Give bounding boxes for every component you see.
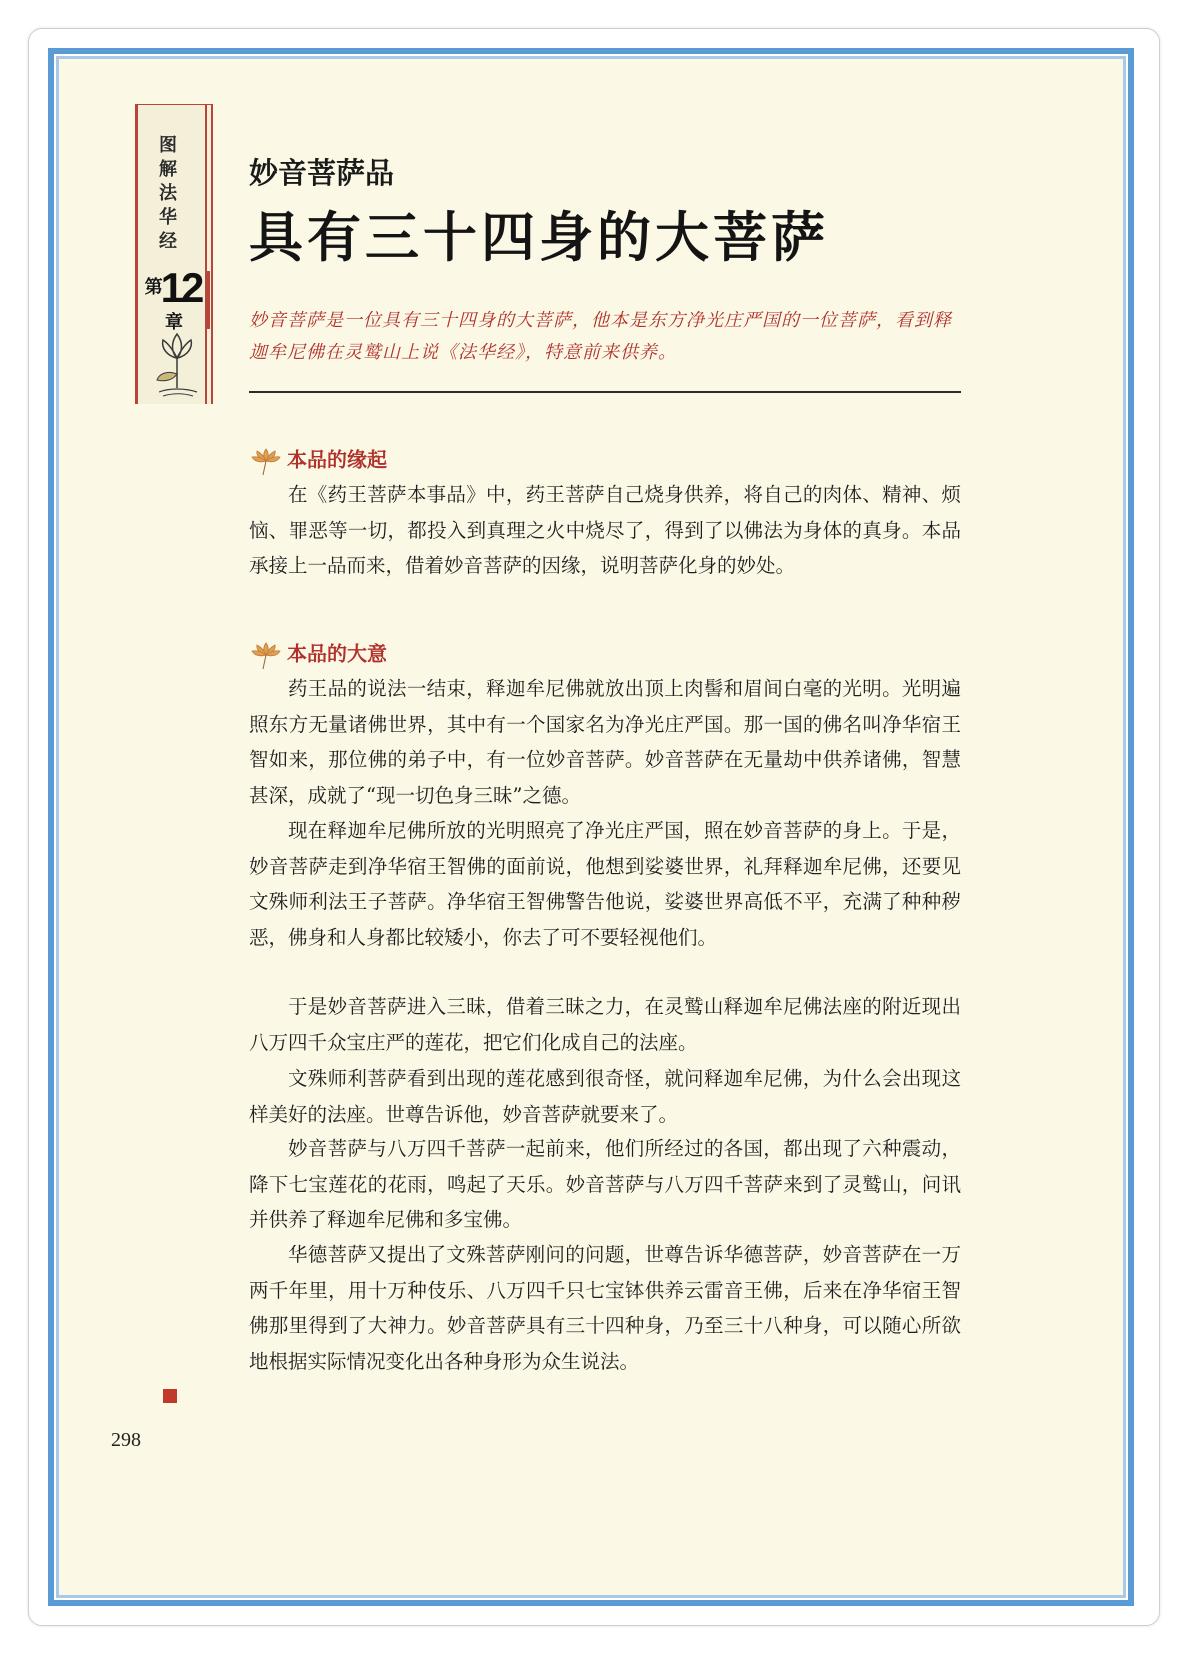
lotus-bullet-icon — [249, 637, 283, 671]
book-page — [59, 59, 1123, 1595]
chapter-prefix: 第 — [144, 277, 163, 298]
chapter-suffix: 章 — [165, 311, 183, 333]
page-number: 298 — [111, 1429, 141, 1451]
title-divider — [249, 391, 961, 393]
paragraph: 华德菩萨又提出了文殊菩萨刚问的问题，世尊告诉华德菩萨，妙音菩萨在一万两千年里，用十万种伎乐、八万四千只七宝钵供养云雷音王佛，后来在净华宿王智佛那里得到了大神力。妙音菩萨具有三十四种身，乃至三十八种身，可以随心所欲地根据实际情况变化出各种身形为众生说法。 — [249, 1243, 961, 1373]
paragraph: 现在释迦牟尼佛所放的光明照亮了净光庄严国，照在妙音菩萨的身上。于是，妙音菩萨走到净华宿王智佛的面前说，他想到娑婆世界，礼拜释迦牟尼佛，还要见文殊师利法王子菩萨。净华宿王智佛警告他说，娑婆世界高低不平，充满了种种秽恶，佛身和人身都比较矮小，你去了可不要轻视他们。 — [249, 819, 961, 949]
book-title-vertical — [153, 134, 183, 254]
chapter-title: 具有三十四身的大菩萨 — [249, 205, 829, 269]
section-heading-summary — [249, 635, 387, 669]
book-title-char: 法 — [159, 183, 177, 204]
paragraph: 文殊师利菩萨看到出现的莲花感到很奇怪，就问释迦牟尼佛，为什么会出现这样美好的法座。世尊告诉他，妙音菩萨就要来了。 — [249, 1067, 961, 1126]
book-title-char: 解 — [159, 159, 177, 180]
chapter-side-tab — [135, 104, 211, 404]
section-heading-origin — [249, 441, 387, 475]
book-title-char: 图 — [159, 135, 177, 156]
tab-accent-bar — [207, 271, 210, 329]
book-title-char: 经 — [159, 231, 177, 252]
chapter-intro: 妙音菩萨是一位具有三十四身的大菩萨，他本是东方净光庄严国的一位菩萨，看到释迦牟尼佛在灵鹫山上说《法华经》，特意前来供养。 — [249, 310, 952, 363]
paragraph: 药王品的说法一结束，释迦牟尼佛就放出顶上肉髻和眉间白毫的光明。光明遍照东方无量诸佛世界，其中有一个国家名为净光庄严国。那一国的佛名叫净华宿王智如来，那位佛的弟子中，有一位妙音菩萨。妙音菩萨在无量劫中供养诸佛，智慧甚深，成就了“现一切色身三昧”之德。 — [249, 677, 961, 807]
paragraph: 妙音菩萨与八万四千菩萨一起前来，他们所经过的各国，都出现了六种震动，降下七宝莲花的花雨，鸣起了天乐。妙音菩萨与八万四千菩萨来到了灵鹫山，问讯并供养了释迦牟尼佛和多宝佛。 — [249, 1137, 961, 1231]
section-heading-text: 本品的缘起 — [287, 447, 387, 472]
chapter-label — [137, 264, 209, 332]
lotus-bullet-icon — [249, 443, 283, 477]
chapter-subtitle: 妙音菩萨品 — [249, 156, 395, 190]
page-frame — [48, 48, 1134, 1606]
book-title-char: 华 — [159, 207, 177, 228]
frame-inner — [54, 54, 1128, 1600]
paragraph: 于是妙音菩萨进入三昧，借着三昧之力，在灵鹫山释迦牟尼佛法座的附近现出八万四千众宝庄严的莲花，把它们化成自己的法座。 — [249, 995, 961, 1054]
red-seal-mark — [163, 1389, 177, 1403]
section-heading-text: 本品的大意 — [287, 641, 387, 666]
lotus-icon — [153, 326, 201, 400]
paragraph: 在《药王菩萨本事品》中，药王菩萨自己烧身供养，将自己的肉体、精神、烦恼、罪恶等一切，都投入到真理之火中烧尽了，得到了以佛法为身体的真身。本品承接上一品而来，借着妙音菩萨的因缘，说明菩萨化身的妙处。 — [249, 483, 961, 577]
chapter-number: 12 — [160, 264, 202, 311]
